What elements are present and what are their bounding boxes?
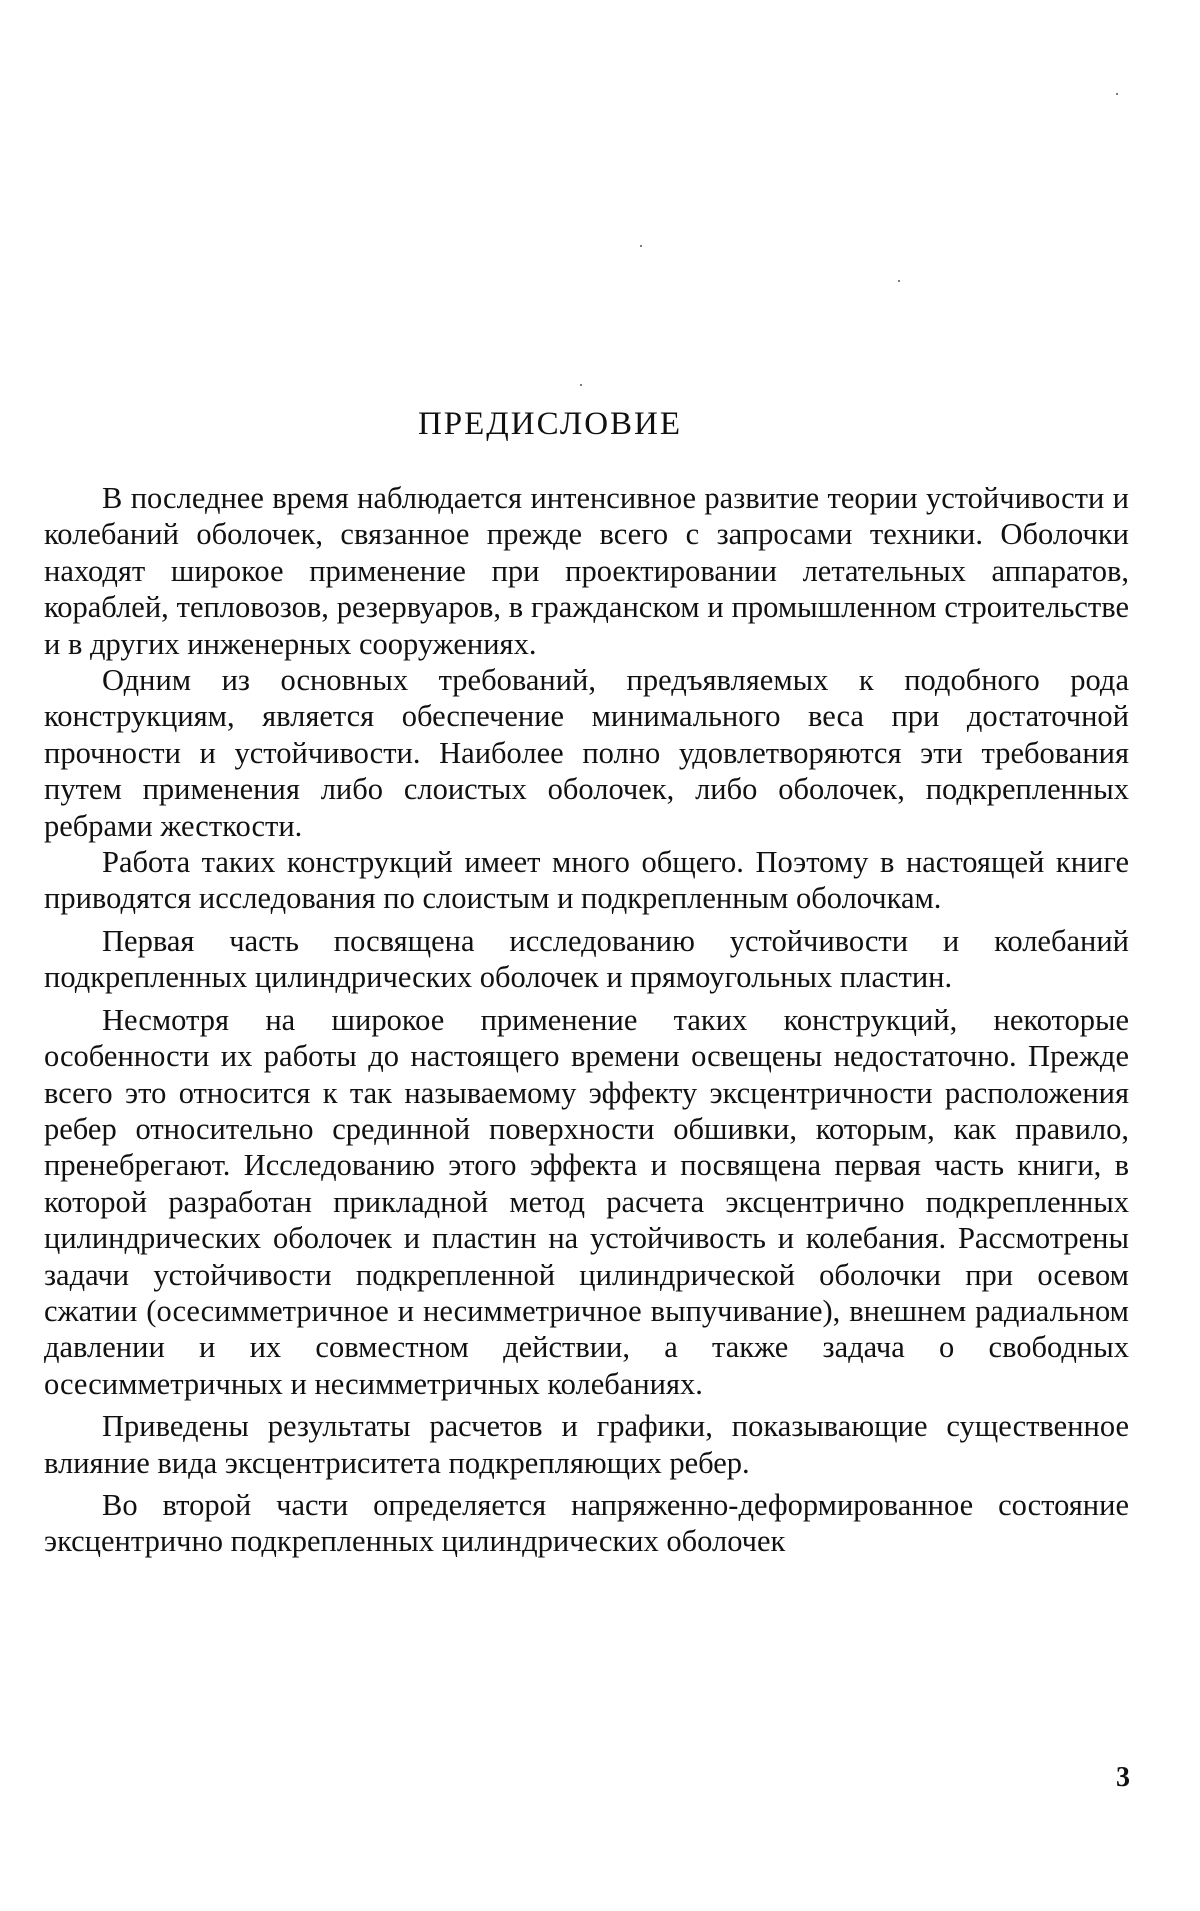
paragraph: Приведены результаты расчетов и графики, показывающие существенное влияние вида эксцентриситета подкрепляющих ребер.	[44, 1409, 1129, 1480]
print-speck	[898, 280, 900, 282]
paragraph: В последнее время наблюдается интенсивное развитие теории устойчивости и колебаний оболочек, связанное прежде всего с запросами техники. Оболочки находят широкое применение при проектировании летательных аппаратов, кораблей, тепловозов, резервуаров, в гражданском и промышленном строительстве и в других инженерных сооружениях.	[44, 481, 1129, 661]
print-speck	[640, 245, 642, 247]
paragraph: Во второй части определяется напряженно-деформированное состояние эксцентрично подкрепленных цилиндрических оболочек	[44, 1487, 1129, 1559]
preface-body	[44, 480, 1129, 1560]
page-number: 3	[1116, 1762, 1130, 1793]
print-speck	[580, 384, 582, 386]
print-speck	[1116, 93, 1118, 95]
paragraph: Работа таких конструкций имеет много общего. Поэтому в настоящей книге приводятся исследования по слоистым и подкрепленным оболочкам.	[44, 845, 1129, 916]
paragraph: Первая часть посвящена исследованию устойчивости и колебаний подкрепленных цилиндрических оболочек и прямоугольных пластин.	[44, 923, 1129, 995]
paragraph: Несмотря на широкое применение таких конструкций, некоторые особенности их работы до настоящего времени освещены недостаточно. Прежде всего это относится к так называемому эффекту эксцентричности расположения ребер относительно срединной поверхности обшивки, которым, как правило, пренебрегают. Исследованию этого эффекта и посвящена первая часть книги, в которой разработан прикладной метод расчета эксцентрично подкрепленных цилиндрических оболочек и пластин на устойчивость и колебания. Рассмотрены задачи устойчивости подкрепленной цилиндрической оболочки при осевом сжатии (осесимметричное и несимметричное выпучивание), внешнем радиальном давлении и их совместном действии, а также задача о свободных осесимметричных и несимметричных колебаниях.	[44, 1002, 1129, 1401]
preface-title: ПРЕДИСЛОВИЕ	[417, 406, 683, 442]
paragraph: Одним из основных требований, предъявляемых к подобного рода конструкциям, является обеспечение минимального веса при достаточной прочности и устойчивости. Наиболее полно удовлетворяются эти требования путем применения либо слоистых оболочек, либо оболочек, подкрепленных ребрами жесткости.	[44, 663, 1129, 843]
